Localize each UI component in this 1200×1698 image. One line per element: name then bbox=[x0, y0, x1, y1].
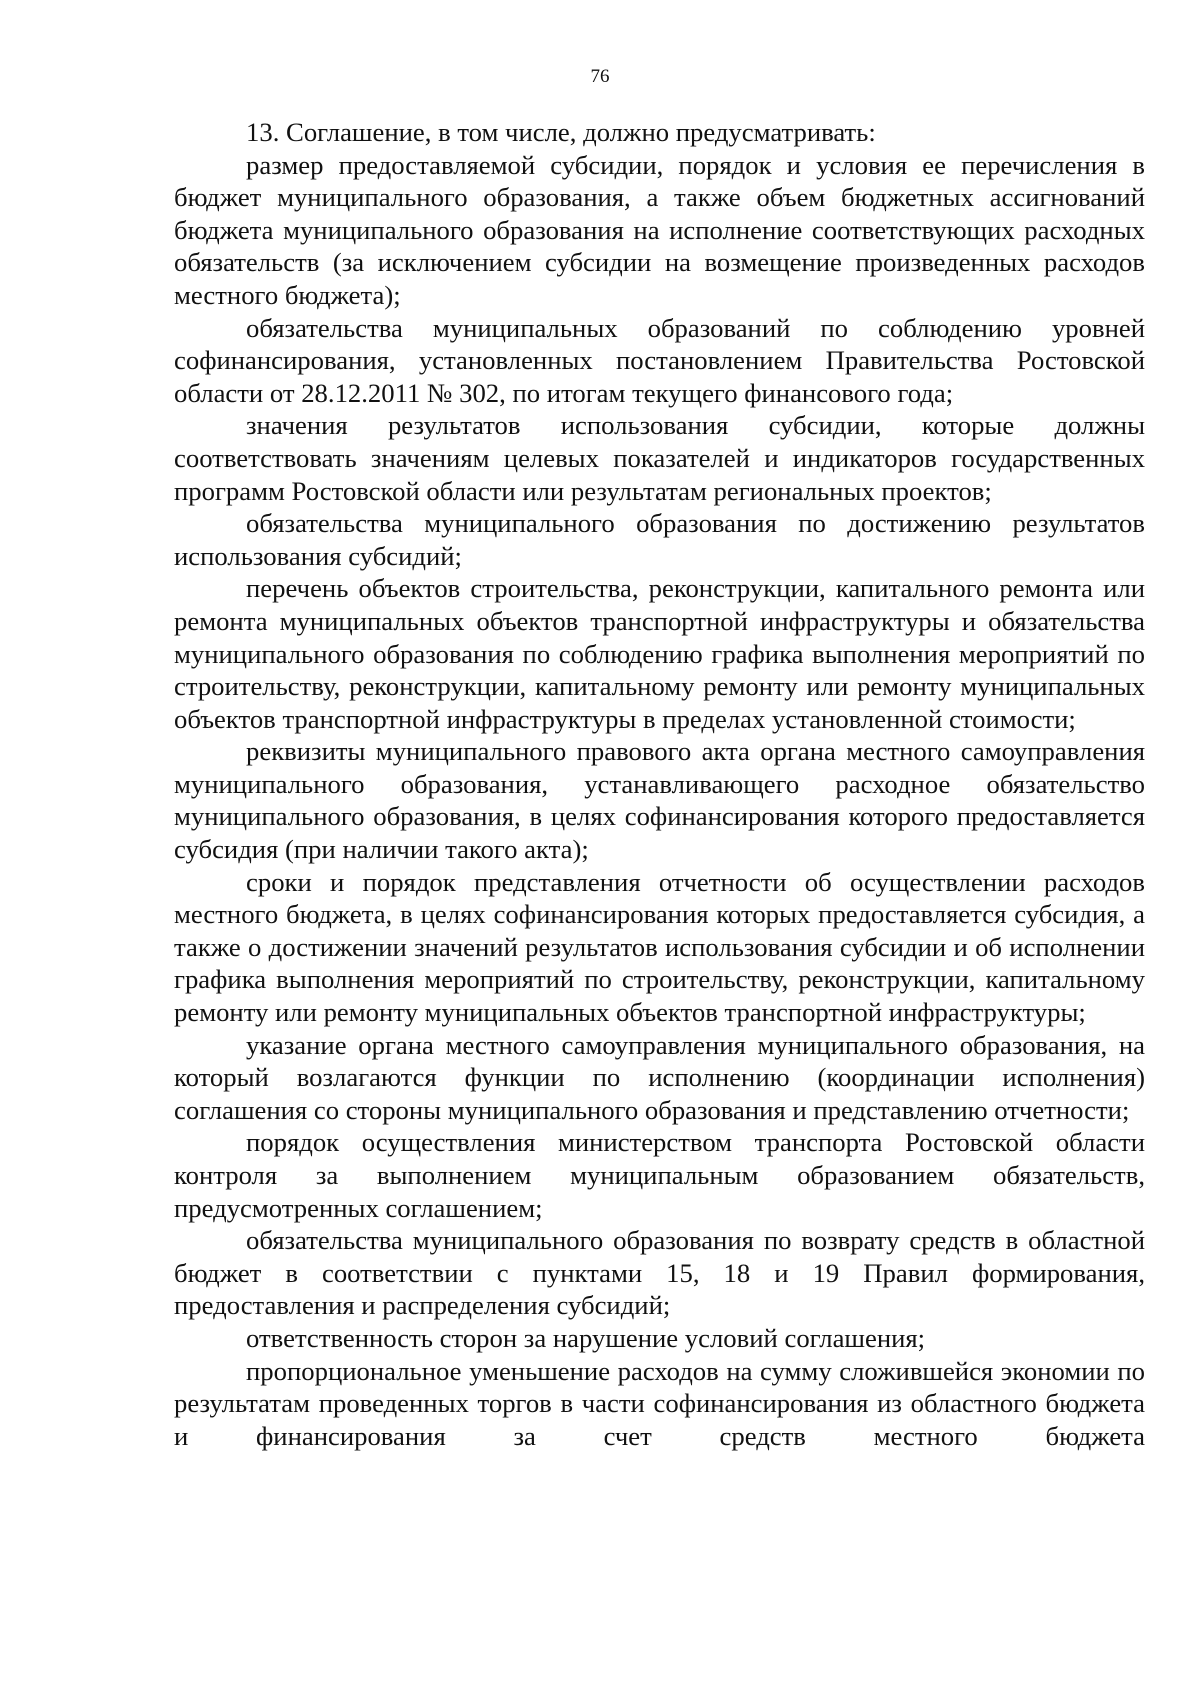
paragraph-subsidy-size: размер предоставляемой субсидии, порядок и условия ее перечисления в бюджет муниципального образования, а также объем бюджетных ассигнований бюджета муниципального образования на исполнение соответствующих расходных обязательств (за исключением субсидии на возмещение произведенных расходов местного бюджета); bbox=[174, 149, 1145, 310]
paragraph-result-obligations: обязательства муниципального образования по достижению результатов использования субсидий; bbox=[174, 508, 1145, 571]
paragraph-item-13: 13. Соглашение, в том числе, должно предусматривать: bbox=[246, 117, 876, 147]
page-number: 76 bbox=[590, 66, 610, 87]
document-body bbox=[174, 116, 1145, 1452]
paragraph-control-procedure: порядок осуществления министерством транспорта Ростовской области контроля за выполнением муниципальным образованием обязательств, предусмотренных соглашением; bbox=[174, 1127, 1145, 1223]
paragraph-responsible-body: указание органа местного самоуправления муниципального образования, на который возлагаются функции по исполнению (координации исполнения) соглашения со стороны муниципального образования и представлению отчетности; bbox=[174, 1029, 1145, 1125]
paragraph-proportional-reduction: пропорциональное уменьшение расходов на сумму сложившейся экономии по результатам проведенных торгов в части софинансирования из областного бюджета и финансирования за счет средств местного бюджета bbox=[174, 1355, 1145, 1451]
paragraph-legal-act-details: реквизиты муниципального правового акта органа местного самоуправления муниципального образования, устанавливающего расходное обязательство муниципального образования, в целях софинансирования которого предоставляется субсидия (при наличии такого акта); bbox=[174, 736, 1145, 865]
paragraph-reporting-terms: сроки и порядок представления отчетности об осуществлении расходов местного бюджета, в целях софинансирования которых предоставляется субсидия, а также о достижении значений результатов использования субсидии и об исполнении графика выполнения мероприятий по строительству, реконструкции, капитальному ремонту или ремонту муниципальных объектов транспортной инфраструктуры; bbox=[174, 866, 1145, 1028]
paragraph-liability: ответственность сторон за нарушение условий соглашения; bbox=[246, 1322, 926, 1353]
paragraph-cofinancing-obligations: обязательства муниципальных образований по соблюдению уровней софинансирования, установленных постановлением Правительства Ростовской области от 28.12.2011 № 302, по итогам текущего финансового года; bbox=[174, 312, 1145, 408]
paragraph-objects-list: перечень объектов строительства, реконструкции, капитального ремонта или ремонта муниципальных объектов транспортной инфраструктуры и обязательства муниципального образования по соблюдению графика выполнения мероприятий по строительству, реконструкции, капитальному ремонту или ремонту муниципальных объектов транспортной инфраструктуры в пределах установленной стоимости; bbox=[174, 573, 1145, 734]
paragraph-result-values: значения результатов использования субсидии, которые должны соответствовать значениям целевых показателей и индикаторов государственных программ Ростовской области или результатам региональных проектов; bbox=[174, 410, 1145, 506]
paragraph-refund-obligations: обязательства муниципального образования по возврату средств в областной бюджет в соответствии с пунктами 15, 18 и 19 Правил формирования, предоставления и распределения субсидий; bbox=[174, 1225, 1145, 1321]
